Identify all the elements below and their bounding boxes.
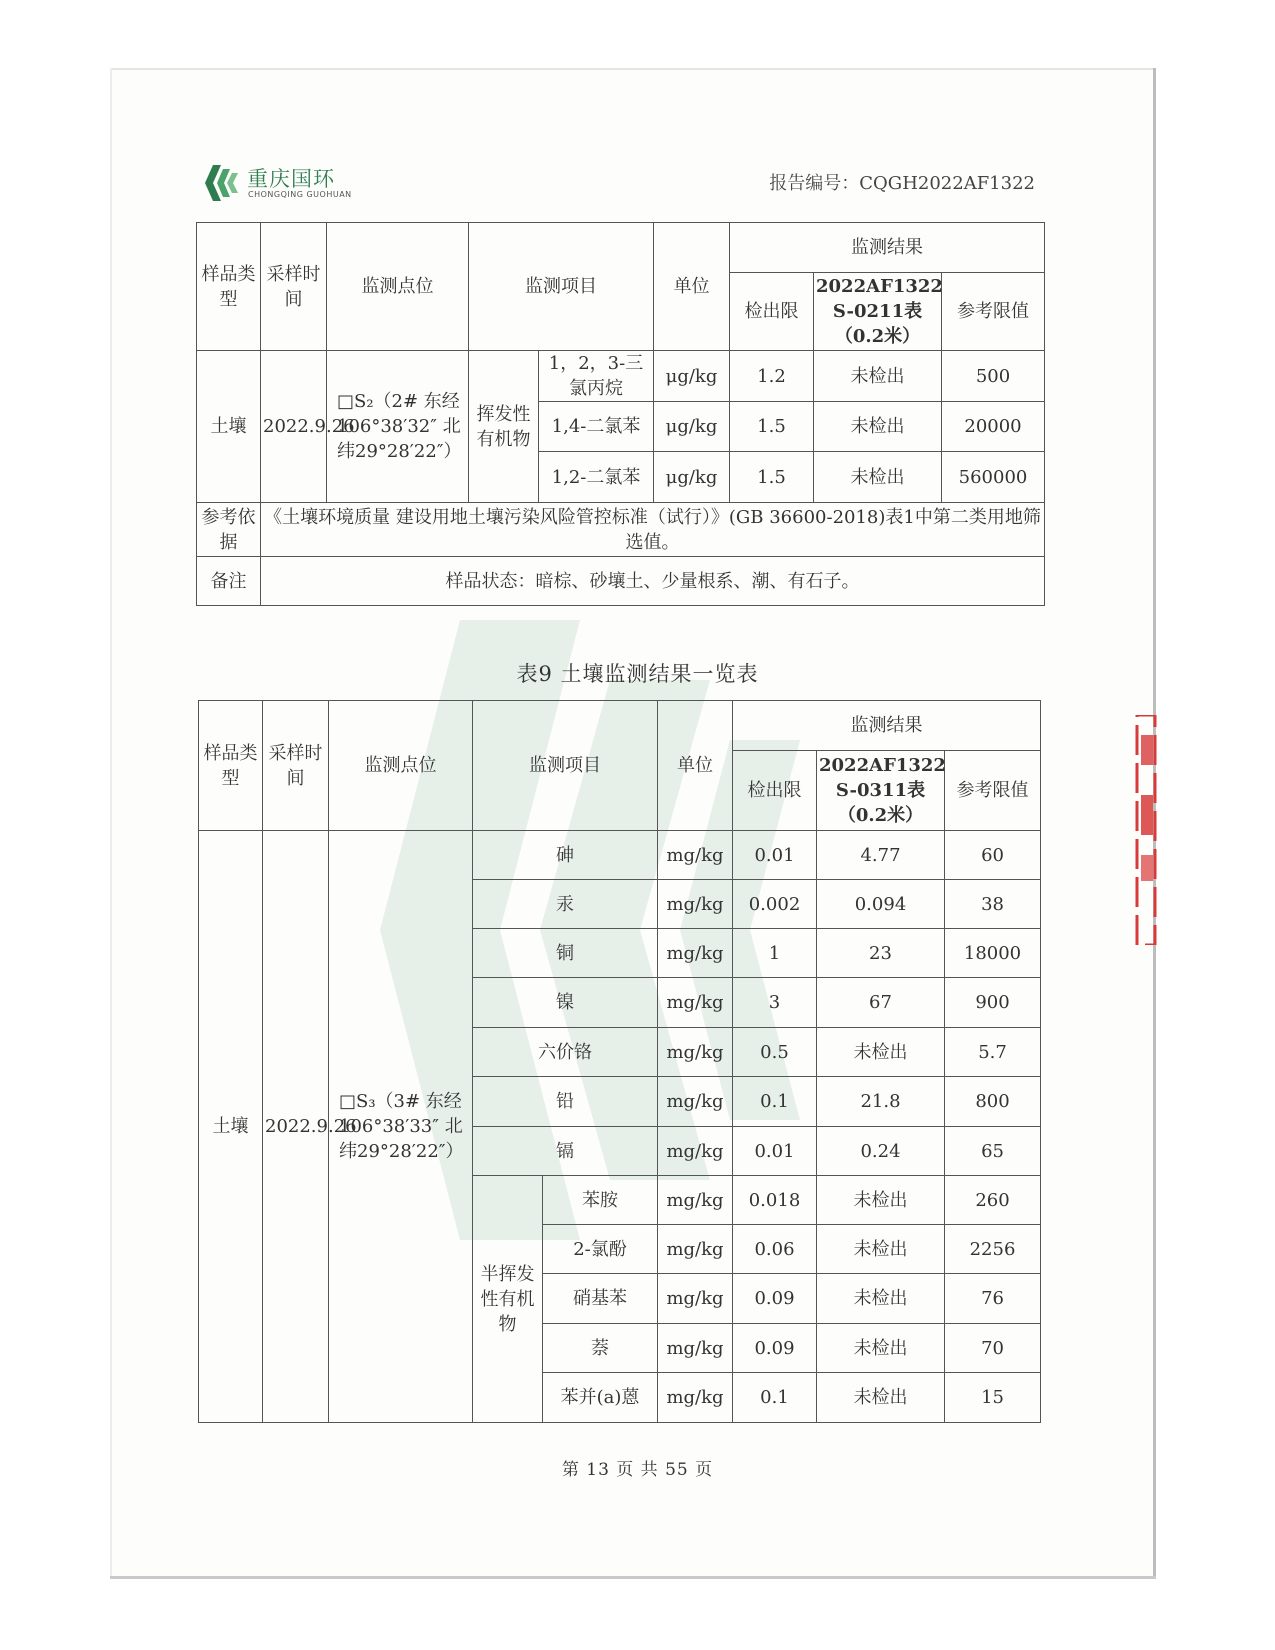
ref-cell: 900 xyxy=(945,978,1041,1028)
limit-cell: 1.5 xyxy=(730,452,814,503)
company-name-cn: 重庆国环 xyxy=(247,167,335,191)
seal-stamp xyxy=(1135,715,1157,945)
ref-cell: 76 xyxy=(945,1274,1041,1324)
company-name-en: CHONGQING GUOHUAN xyxy=(248,190,352,199)
result-cell: 4.77 xyxy=(817,831,945,880)
limit-cell: 0.1 xyxy=(733,1077,817,1127)
header-point: 监测点位 xyxy=(329,701,473,831)
limit-cell: 0.018 xyxy=(733,1176,817,1225)
result-cell: 未检出 xyxy=(814,402,942,452)
header-results: 监测结果 xyxy=(733,701,1041,751)
limit-cell: 0.01 xyxy=(733,1127,817,1176)
ref-cell: 70 xyxy=(945,1324,1041,1373)
result-cell: 未检出 xyxy=(817,1176,945,1225)
unit-cell: mg/kg xyxy=(658,1373,733,1423)
ref-cell: 38 xyxy=(945,880,1041,929)
limit-cell: 0.06 xyxy=(733,1225,817,1274)
header-results: 监测结果 xyxy=(730,223,1045,273)
item-cell: 铅 xyxy=(473,1077,658,1127)
group-cell: 挥发性有机物 xyxy=(469,351,539,503)
result-cell: 21.8 xyxy=(817,1077,945,1127)
result-table-s2 xyxy=(196,222,1045,606)
header-item: 监测项目 xyxy=(469,223,654,351)
item-cell: 苯胺 xyxy=(543,1176,658,1225)
unit-cell: mg/kg xyxy=(658,1324,733,1373)
item-cell: 铜 xyxy=(473,929,658,978)
limit-cell: 0.09 xyxy=(733,1324,817,1373)
ref-cell: 2256 xyxy=(945,1225,1041,1274)
unit-cell: mg/kg xyxy=(658,1127,733,1176)
page-number: 第 13 页 共 55 页 xyxy=(561,1460,714,1480)
header-sample-type: 样品类型 xyxy=(199,701,263,831)
item-cell: 镉 xyxy=(473,1127,658,1176)
limit-cell: 0.5 xyxy=(733,1028,817,1077)
item-cell: 镍 xyxy=(473,978,658,1028)
limit-cell: 0.01 xyxy=(733,831,817,880)
sampling-time-cell: 2022.9.26 xyxy=(261,351,327,503)
unit-cell: mg/kg xyxy=(658,1077,733,1127)
point-cell: □S₃（3# 东经106°38′33″ 北纬29°28′22″） xyxy=(329,831,473,1423)
item-cell: 1,2-二氯苯 xyxy=(539,452,654,503)
item-cell: 汞 xyxy=(473,880,658,929)
group-cell: 半挥发性有机物 xyxy=(473,1176,543,1423)
ref-cell: 560000 xyxy=(942,452,1045,503)
header-detection-limit: 检出限 xyxy=(730,273,814,351)
company-logo-icon xyxy=(205,165,245,201)
limit-cell: 1 xyxy=(733,929,817,978)
limit-cell: 1.2 xyxy=(730,351,814,402)
result-cell: 0.24 xyxy=(817,1127,945,1176)
unit-cell: μg/kg xyxy=(654,351,730,402)
unit-cell: mg/kg xyxy=(658,880,733,929)
header-sampling-time: 采样时间 xyxy=(263,701,329,831)
basis-label: 参考依据 xyxy=(197,503,261,557)
result-cell: 未检出 xyxy=(817,1324,945,1373)
result-cell: 0.094 xyxy=(817,880,945,929)
header-ref-limit: 参考限值 xyxy=(942,273,1045,351)
result-cell: 67 xyxy=(817,978,945,1028)
item-cell: 硝基苯 xyxy=(543,1274,658,1324)
result-cell: 未检出 xyxy=(817,1373,945,1423)
ref-cell: 5.7 xyxy=(945,1028,1041,1077)
unit-cell: μg/kg xyxy=(654,402,730,452)
result-cell: 未检出 xyxy=(817,1225,945,1274)
item-cell: 苯并(a)蒽 xyxy=(543,1373,658,1423)
result-cell: 未检出 xyxy=(817,1274,945,1324)
sampling-time-cell: 2022.9.26 xyxy=(263,831,329,1423)
item-cell: 1,4-二氯苯 xyxy=(539,402,654,452)
ref-cell: 65 xyxy=(945,1127,1041,1176)
item-cell: 六价铬 xyxy=(473,1028,658,1077)
limit-cell: 1.5 xyxy=(730,402,814,452)
report-number: 报告编号：CQGH2022AF1322 xyxy=(769,173,1035,194)
unit-cell: mg/kg xyxy=(658,1028,733,1077)
header-sample-id: 2022AF1322 S-0311表（0.2米） xyxy=(817,751,945,831)
unit-cell: mg/kg xyxy=(658,1176,733,1225)
unit-cell: mg/kg xyxy=(658,929,733,978)
ref-cell: 800 xyxy=(945,1077,1041,1127)
unit-cell: mg/kg xyxy=(658,1225,733,1274)
item-cell: 2-氯酚 xyxy=(543,1225,658,1274)
unit-cell: mg/kg xyxy=(658,1274,733,1324)
sample-type-cell: 土壤 xyxy=(197,351,261,503)
result-cell: 23 xyxy=(817,929,945,978)
item-cell: 1，2，3-三氯丙烷 xyxy=(539,351,654,402)
table-row xyxy=(197,351,1045,402)
result-cell: 未检出 xyxy=(817,1028,945,1077)
header-unit: 单位 xyxy=(654,223,730,351)
table-caption: 表9 土壤监测结果一览表 xyxy=(516,662,759,686)
ref-cell: 15 xyxy=(945,1373,1041,1423)
basis-text: 《土壤环境质量 建设用地土壤污染风险管控标准（试行）》(GB 36600-2018)表1中第二类用地筛选值。 xyxy=(261,503,1045,557)
ref-cell: 260 xyxy=(945,1176,1041,1225)
result-cell: 未检出 xyxy=(814,351,942,402)
sample-type-cell: 土壤 xyxy=(199,831,263,1423)
result-table-s3 xyxy=(198,700,1041,1423)
ref-cell: 500 xyxy=(942,351,1045,402)
header-item: 监测项目 xyxy=(473,701,658,831)
unit-cell: mg/kg xyxy=(658,831,733,880)
limit-cell: 0.002 xyxy=(733,880,817,929)
remark-label: 备注 xyxy=(197,557,261,606)
item-cell: 萘 xyxy=(543,1324,658,1373)
ref-cell: 18000 xyxy=(945,929,1041,978)
ref-cell: 20000 xyxy=(942,402,1045,452)
page-header xyxy=(205,165,1035,205)
header-sampling-time: 采样时间 xyxy=(261,223,327,351)
limit-cell: 0.09 xyxy=(733,1274,817,1324)
limit-cell: 3 xyxy=(733,978,817,1028)
remark-text: 样品状态：暗棕、砂壤土、少量根系、潮、有石子。 xyxy=(261,557,1045,606)
limit-cell: 0.1 xyxy=(733,1373,817,1423)
unit-cell: μg/kg xyxy=(654,452,730,503)
item-cell: 砷 xyxy=(473,831,658,880)
header-ref-limit: 参考限值 xyxy=(945,751,1041,831)
header-point: 监测点位 xyxy=(327,223,469,351)
header-unit: 单位 xyxy=(658,701,733,831)
header-detection-limit: 检出限 xyxy=(733,751,817,831)
ref-cell: 60 xyxy=(945,831,1041,880)
header-sample-type: 样品类型 xyxy=(197,223,261,351)
result-cell: 未检出 xyxy=(814,452,942,503)
table-row xyxy=(199,831,1041,880)
point-cell: □S₂（2# 东经106°38′32″ 北纬29°28′22″） xyxy=(327,351,469,503)
header-sample-id: 2022AF1322 S-0211表（0.2米） xyxy=(814,273,942,351)
unit-cell: mg/kg xyxy=(658,978,733,1028)
